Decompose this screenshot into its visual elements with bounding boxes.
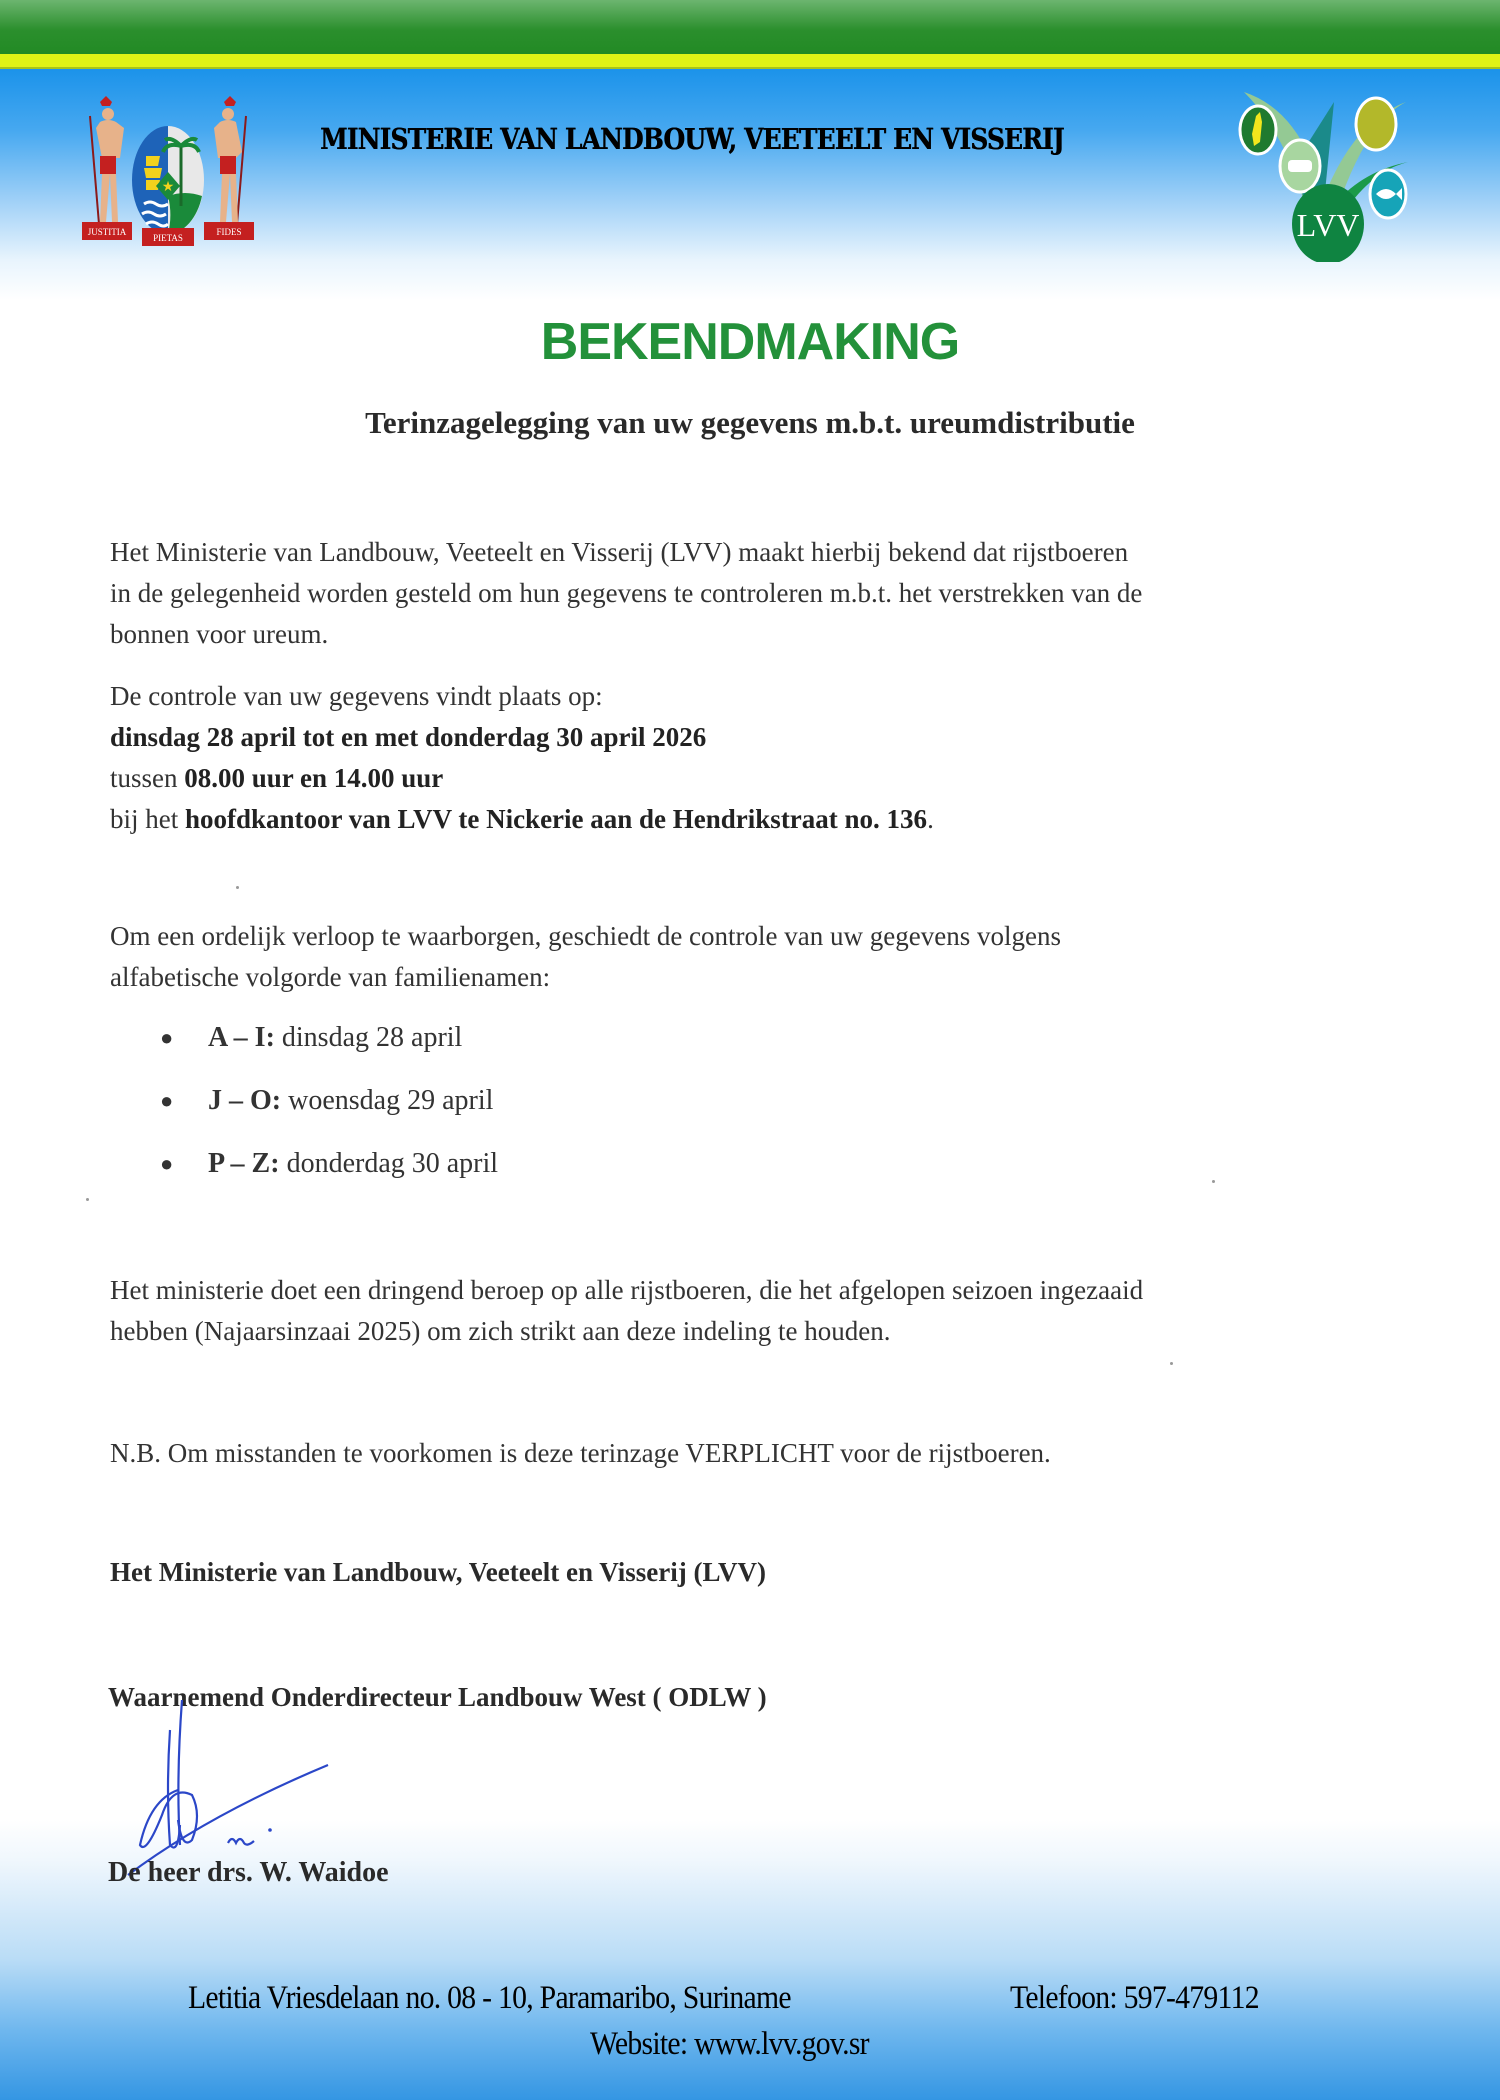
schedule-time <box>110 758 1400 799</box>
schedule-dates: dinsdag 28 april tot en met donderdag 30 april 2026 <box>110 722 707 752</box>
svg-text:PIETAS: PIETAS <box>153 233 183 243</box>
svg-text:★: ★ <box>161 180 175 195</box>
appeal-paragraph <box>110 1270 1400 1352</box>
group-range: P – Z: <box>208 1148 280 1179</box>
header-yellow-stripe <box>0 54 1500 69</box>
lvv-logo-honeycomb-badge <box>1356 98 1396 150</box>
group-day: woensdag 29 april <box>281 1085 494 1116</box>
closing-ministry: Het Ministerie van Landbouw, Veeteelt en Visserij (LVV) <box>110 1557 766 1587</box>
surname-group-list <box>160 1018 498 1207</box>
list-item <box>160 1081 498 1144</box>
header-green-band <box>0 0 1500 54</box>
coat-of-arms-right-figure <box>214 96 246 236</box>
scan-speck <box>236 886 239 889</box>
list-item <box>160 1144 498 1207</box>
schedule-time-value: 08.00 uur en 14.00 uur <box>184 763 444 793</box>
appeal-line-2: hebben (Najaarsinzaai 2025) om zich strikt aan deze indeling te houden. <box>110 1316 891 1346</box>
schedule-location-prefix: bij het <box>110 804 185 834</box>
schedule-location-value: hoofdkantoor van LVV te Nickerie aan de Hendrikstraat no. 136 <box>185 804 928 834</box>
lvv-logo-icon <box>1236 92 1416 262</box>
svg-text:FIDES: FIDES <box>216 227 242 237</box>
group-day: dinsdag 28 april <box>274 1022 463 1053</box>
footer-phone: Telefoon: 597-479112 <box>1010 1980 1259 2016</box>
coat-of-arms-left-figure <box>90 96 124 236</box>
intro-line-3: bonnen voor ureum. <box>110 619 329 649</box>
order-line-2: alfabetische volgorde van familienamen: <box>110 962 551 992</box>
svg-text:JUSTITIA: JUSTITIA <box>87 227 127 237</box>
bullet-icon: ● <box>160 1025 174 1050</box>
intro-paragraph <box>110 532 1400 655</box>
bullet-icon: ● <box>160 1088 174 1113</box>
group-range: J – O: <box>208 1085 282 1116</box>
bullet-icon: ● <box>160 1151 174 1176</box>
footer-address: Letitia Vriesdelaan no. 08 - 10, Paramaribo, Suriname <box>188 1980 791 2016</box>
scan-speck <box>1212 1180 1215 1183</box>
document-subtitle: Terinzagelegging van uw gegevens m.b.t. ureumdistributie <box>365 405 1135 440</box>
appeal-line-1: Het ministerie doet een dringend beroep op alle rijstboeren, die het afgelopen seizoen ingezaaid <box>110 1275 1144 1305</box>
intro-line-1: Het Ministerie van Landbouw, Veeteelt en Visserij (LVV) maakt hierbij bekend dat rijstboeren <box>110 537 1129 567</box>
signatory-name: De heer drs. W. Waidoe <box>108 1857 389 1888</box>
signatory-role: Waarnemend Onderdirecteur Landbouw West ( ODLW ) <box>108 1682 767 1712</box>
footer-website[interactable]: Website: www.lvv.gov.sr <box>590 2026 869 2062</box>
coat-of-arms-shield <box>132 126 204 234</box>
order-paragraph <box>110 916 1400 998</box>
list-item <box>160 1018 498 1081</box>
schedule-location-suffix: . <box>927 804 934 834</box>
document-title: BEKENDMAKING <box>540 313 960 371</box>
signature-icon <box>120 1700 350 1880</box>
scan-speck <box>1170 1362 1173 1365</box>
order-line-1: Om een ordelijk verloop te waarborgen, geschiedt de controle van uw gegevens volgens <box>110 921 1061 951</box>
scan-speck <box>86 1198 89 1201</box>
intro-line-2: in de gelegenheid worden gesteld om hun gegevens te controleren m.b.t. het verstrekken van de <box>110 578 1143 608</box>
ministry-name-heading: MINISTERIE VAN LANDBOUW, VEETEELT EN VISSERIJ <box>320 122 1064 156</box>
schedule-paragraph <box>110 676 1400 840</box>
lvv-logo-text: LVV <box>1296 207 1360 243</box>
suriname-coat-of-arms-icon <box>78 96 258 246</box>
schedule-lead: De controle van uw gegevens vindt plaats op: <box>110 681 603 711</box>
note-paragraph: N.B. Om misstanden te voorkomen is deze terinzage VERPLICHT voor de rijstboeren. <box>110 1438 1051 1468</box>
schedule-time-prefix: tussen <box>110 763 185 793</box>
group-day: donderdag 30 april <box>279 1148 499 1179</box>
group-range: A – I: <box>208 1022 275 1053</box>
schedule-location <box>110 799 1400 840</box>
